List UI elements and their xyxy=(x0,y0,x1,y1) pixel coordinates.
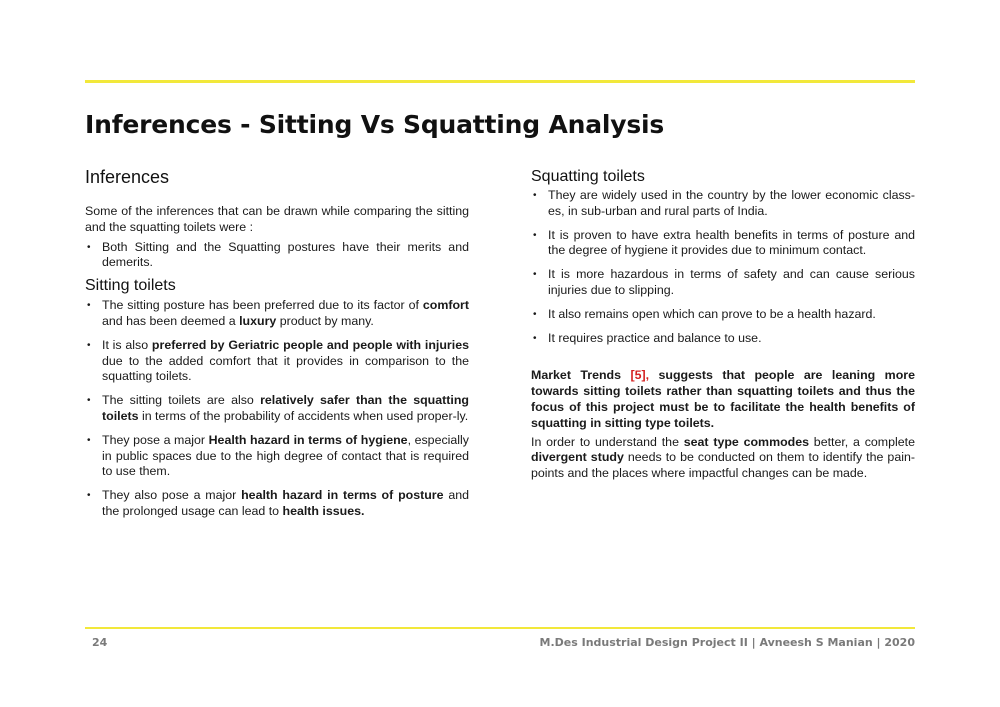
list-item: • It requires practice and balance to use. xyxy=(531,331,915,347)
list-item: • They pose a major Health hazard in terms of hygiene, especially in public spaces due to the high degree of contact that is required to use them. xyxy=(85,433,469,480)
list-item: • The sitting posture has been preferred due to its factor of comfort and has been deemed a luxury product by many. xyxy=(85,298,469,330)
list-item: • They also pose a major health hazard in terms of posture and the prolonged usage can lead to health issues. xyxy=(85,488,469,520)
list-item: • They are widely used in the country by the lower economic class-es, in sub-urban and rural parts of India. xyxy=(531,188,915,220)
bottom-accent-rule xyxy=(85,627,915,629)
list-item: • The sitting toilets are also relatively safer than the squatting toilets in terms of the probability of accidents when used proper-ly. xyxy=(85,393,469,425)
intro-list xyxy=(85,240,469,272)
list-item: • It also remains open which can prove to be a health hazard. xyxy=(531,307,915,323)
sitting-list xyxy=(85,298,469,520)
squatting-list xyxy=(531,188,915,346)
footer-credit: M.Des Industrial Design Project II | Avneesh S Manian | 2020 xyxy=(539,636,915,649)
right-column xyxy=(531,167,915,482)
left-column xyxy=(85,167,469,520)
list-item: • It is proven to have extra health benefits in terms of posture and the degree of hygiene it provides due to minimum contact. xyxy=(531,228,915,260)
intro-paragraph: Some of the inferences that can be drawn while comparing the sitting and the squatting toilets were : xyxy=(85,204,469,234)
list-item: • Both Sitting and the Squatting postures have their merits and demerits. xyxy=(85,240,469,272)
page-title: Inferences - Sitting Vs Squatting Analysis xyxy=(85,110,665,139)
sitting-toilets-heading: Sitting toilets xyxy=(85,277,176,295)
list-item: • It is also preferred by Geriatric people and people with injuries due to the added comfort that it provides in comparison to the squatting toilets. xyxy=(85,338,469,385)
page-number: 24 xyxy=(92,636,108,649)
top-accent-rule xyxy=(85,80,915,83)
squatting-toilets-heading: Squatting toilets xyxy=(531,168,645,185)
market-trends-paragraph: Market Trends [5], suggests that people are leaning more towards sitting toilets rather than squatting toilets and thus the focus of this project must be to facilitate the health benefits of squatting in sitting type toilets. xyxy=(531,368,915,430)
reference-citation: [5], xyxy=(630,368,650,383)
inferences-heading: Inferences xyxy=(85,167,170,187)
study-paragraph: In order to understand the seat type commodes better, a complete divergent study needs to be conducted on them to identify the pain-points and the places where impactful changes can be made. xyxy=(531,434,915,481)
list-item: • It is more hazardous in terms of safety and can cause serious injuries due to slipping. xyxy=(531,267,915,299)
